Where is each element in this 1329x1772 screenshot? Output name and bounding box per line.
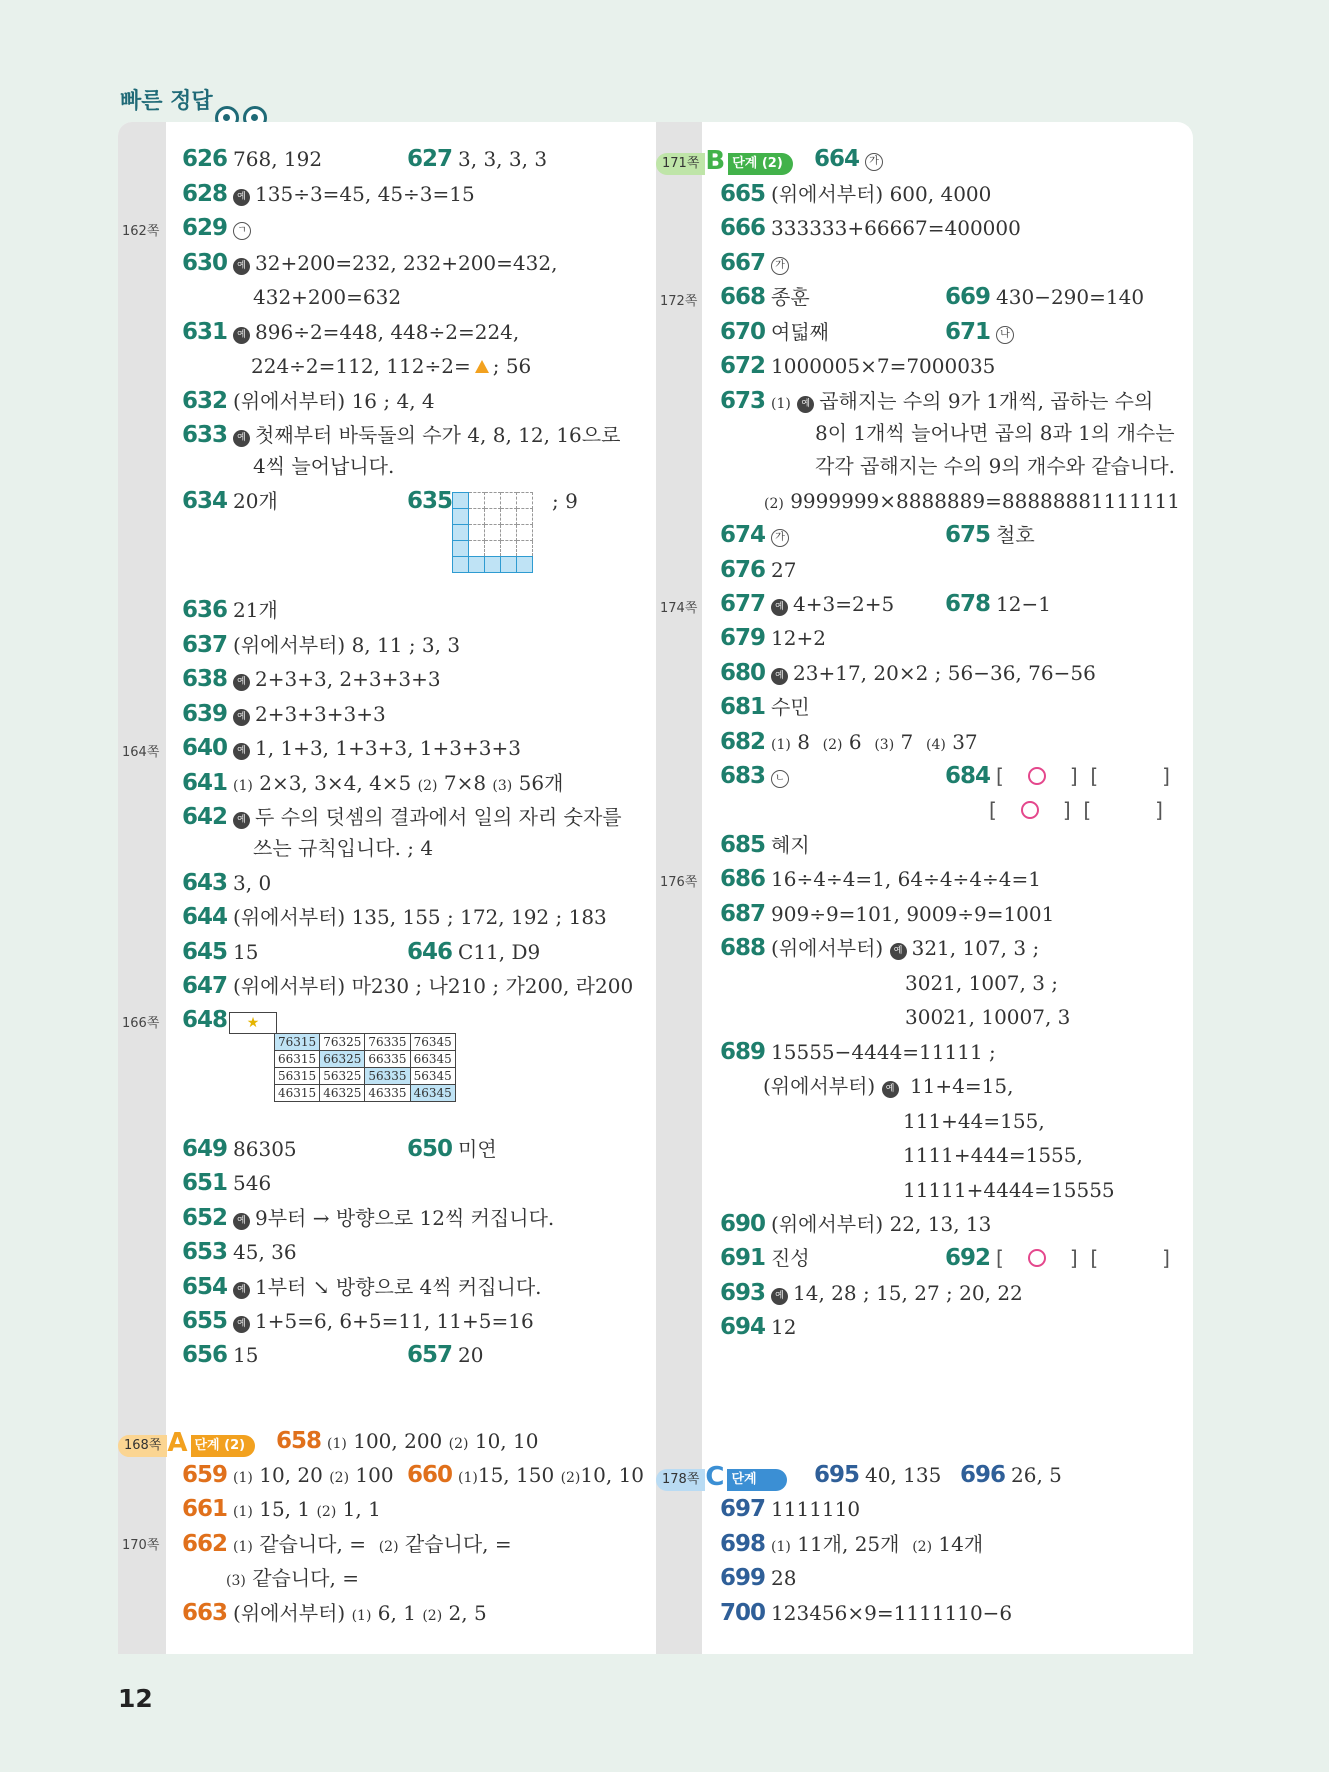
answer-673-cont1: 8이 1개씩 늘어나면 곱의 8과 1의 개수는 [815, 421, 1175, 445]
answer-690: 690 (위에서부터) 22, 13, 13 [720, 1211, 992, 1237]
example-icon: 예 [233, 189, 250, 206]
answer-647: 647 (위에서부터) 마230 ; 나210 ; 가200, 라200 [182, 973, 634, 999]
stage-c-badge: 178쪽 C 단계 [656, 1462, 787, 1486]
answer-673-part2: (2) 9999999×8888889=88888881111111 [764, 489, 1181, 513]
circled-letter: 가 [771, 257, 789, 275]
circle-mark-icon [1028, 1249, 1046, 1267]
answer-643: 643 3, 0 [182, 870, 272, 896]
answer-688: 688 (위에서부터) 예 321, 107, 3 ; [720, 935, 1040, 961]
answer-662: 662 (1) 같습니다, = (2) 같습니다, = [182, 1531, 512, 1557]
example-icon: 예 [771, 599, 788, 616]
answer-688-cont1: 3021, 1007, 3 ; [905, 971, 1059, 995]
answer-677: 677 예 4+3=2+5 [720, 591, 895, 617]
table-cell: 76325 [320, 1034, 365, 1051]
answer-640: 640 예 1, 1+3, 1+3+3, 1+3+3+3 [182, 735, 521, 761]
example-icon: 예 [233, 258, 250, 275]
answer-642: 642 예 두 수의 덧셈의 결과에서 일의 자리 숫자를 [182, 804, 622, 830]
answer-649: 649 86305 [182, 1136, 297, 1162]
answer-656: 656 15 [182, 1342, 259, 1368]
answer-698: 698 (1) 11개, 25개 (2) 14개 [720, 1531, 984, 1557]
page-label: 174쪽 [660, 601, 698, 616]
page-number: 12 [118, 1684, 153, 1713]
answer-637: 637 (위에서부터) 8, 11 ; 3, 3 [182, 632, 461, 658]
answer-635-grid [452, 492, 533, 573]
answer-634: 634 20개 [182, 488, 278, 514]
table-cell: 76345 [410, 1034, 455, 1051]
answer-668: 668 종훈 [720, 284, 810, 310]
circled-letter: ㄱ [233, 222, 251, 240]
answer-626: 626 768, 192 [182, 146, 323, 172]
example-icon: 예 [771, 668, 788, 685]
answer-648-table [274, 1033, 456, 1102]
table-cell: 56325 [320, 1068, 365, 1085]
answer-689-cont0: (위에서부터) 예 11+4=15, [763, 1074, 1014, 1098]
example-icon: 예 [771, 1288, 788, 1305]
answer-654: 654 예 1부터 ↘ 방향으로 4씩 커집니다. [182, 1274, 542, 1300]
answer-684-row2: [ ] [ ] [989, 798, 1163, 822]
triangle-icon [475, 360, 489, 373]
answer-667: 667 가 [720, 250, 793, 276]
table-cell: 56315 [275, 1068, 320, 1085]
page-label: 164쪽 [122, 745, 160, 760]
table-cell: 66315 [275, 1051, 320, 1068]
answer-679: 679 12+2 [720, 625, 826, 651]
circle-mark-icon [1021, 801, 1039, 819]
example-icon: 예 [233, 743, 250, 760]
answer-653: 653 45, 36 [182, 1239, 297, 1265]
answer-673-cont2: 각각 곱해지는 수의 9의 개수와 같습니다. [815, 454, 1175, 478]
circle-mark-icon [1028, 767, 1046, 785]
answer-689-cont4: 11111+4444=15555 [903, 1178, 1115, 1202]
answer-659: 659 (1) 10, 20 (2) 100 [182, 1462, 394, 1488]
answer-632: 632 (위에서부터) 16 ; 4, 4 [182, 388, 435, 414]
circled-letter: 가 [771, 529, 789, 547]
table-cell: 66325 [320, 1051, 365, 1068]
answer-631: 631 예 896÷2=448, 448÷2=224, [182, 319, 520, 345]
answer-674: 674 가 [720, 522, 793, 548]
table-cell: 46315 [275, 1085, 320, 1102]
answer-685: 685 혜지 [720, 832, 810, 858]
answer-670: 670 여덟째 [720, 319, 829, 345]
answer-681: 681 수민 [720, 694, 810, 720]
page-label: 166쪽 [122, 1016, 160, 1031]
table-row [275, 1068, 456, 1085]
answer-664: 664 가 [814, 146, 887, 172]
answer-652: 652 예 9부터 → 방향으로 12씩 커집니다. [182, 1205, 555, 1231]
answer-628: 628 예 135÷3=45, 45÷3=15 [182, 181, 475, 207]
answer-633: 633 예 첫째부터 바둑돌의 수가 4, 8, 12, 16으로 [182, 422, 621, 448]
answer-642-cont: 쓰는 규칙입니다. ; 4 [253, 836, 434, 860]
answer-696: 696 26, 5 [960, 1462, 1062, 1488]
table-row [275, 1051, 456, 1068]
answer-699: 699 28 [720, 1565, 797, 1591]
star-icon: ★ [229, 1012, 277, 1034]
answer-697: 697 1111110 [720, 1496, 861, 1522]
answer-692: 692 [ ] [ ] [945, 1245, 1170, 1271]
answer-650: 650 미연 [407, 1136, 497, 1162]
table-cell: 66345 [410, 1051, 455, 1068]
table-cell: 76315 [275, 1034, 320, 1051]
answer-684: 684 [ ] [ ] [945, 763, 1170, 789]
example-icon: 예 [233, 327, 250, 344]
answer-663: 663 (위에서부터) (1) 6, 1 (2) 2, 5 [182, 1600, 487, 1626]
table-cell: 46325 [320, 1085, 365, 1102]
page-label: 170쪽 [122, 1538, 160, 1553]
answer-644: 644 (위에서부터) 135, 155 ; 172, 192 ; 183 [182, 904, 607, 930]
table-cell: 76335 [365, 1034, 410, 1051]
answer-686: 686 16÷4÷4=1, 64÷4÷4÷4=1 [720, 866, 1042, 892]
answer-639: 639 예 2+3+3+3+3 [182, 701, 386, 727]
answer-635-text: ; 9 [552, 489, 578, 513]
answer-648: 648 [182, 1007, 228, 1033]
answer-630-cont: 432+200=632 [253, 285, 402, 309]
answer-660: 660 (1)15, 150 (2)10, 10 [407, 1462, 645, 1488]
example-icon: 예 [797, 396, 814, 413]
answer-662-cont: (3) 같습니다, = [226, 1566, 359, 1590]
table-cell: 46345 [410, 1085, 455, 1102]
table-row [275, 1034, 456, 1051]
page-label: 176쪽 [660, 875, 698, 890]
circled-letter: ㄴ [771, 770, 789, 788]
answer-669: 669 430−290=140 [945, 284, 1145, 310]
page-label: 162쪽 [122, 224, 160, 239]
table-cell: 56345 [410, 1068, 455, 1085]
table-cell: 56335 [365, 1068, 410, 1085]
answer-666: 666 333333+66667=400000 [720, 215, 1021, 241]
answer-631-cont: 224÷2=112, 112÷2= ; 56 [251, 354, 532, 378]
answer-694: 694 12 [720, 1314, 797, 1340]
answer-673: 673 (1) 예 곱해지는 수의 9가 1개씩, 곱하는 수의 [720, 388, 1154, 414]
answer-691: 691 진성 [720, 1245, 810, 1271]
table-cell: 66335 [365, 1051, 410, 1068]
answer-627: 627 3, 3, 3, 3 [407, 146, 548, 172]
answer-693: 693 예 14, 28 ; 15, 27 ; 20, 22 [720, 1280, 1023, 1306]
page-header-title: 빠른 정답 [120, 89, 213, 114]
example-icon: 예 [882, 1081, 899, 1098]
circled-letter: 나 [996, 326, 1014, 344]
answer-675: 675 철호 [945, 522, 1035, 548]
example-icon: 예 [233, 1316, 250, 1333]
answer-641: 641 (1) 2×3, 3×4, 4×5 (2) 7×8 (3) 56개 [182, 770, 564, 796]
answer-689-cont2: 111+44=155, [903, 1109, 1045, 1133]
example-icon: 예 [233, 1282, 250, 1299]
answer-645: 645 15 [182, 939, 259, 965]
answer-638: 638 예 2+3+3, 2+3+3+3 [182, 666, 441, 692]
answer-688-cont2: 30021, 10007, 3 [905, 1005, 1071, 1029]
answer-629: 629 ㄱ [182, 215, 255, 241]
answer-700: 700 123456×9=1111110−6 [720, 1600, 1013, 1626]
answer-678: 678 12−1 [945, 591, 1051, 617]
answer-658: 658 (1) 100, 200 (2) 10, 10 [276, 1428, 539, 1454]
example-icon: 예 [233, 812, 250, 829]
answer-671: 671 나 [945, 319, 1018, 345]
answer-646: 646 C11, D9 [407, 939, 541, 965]
answer-636: 636 21개 [182, 597, 278, 623]
answer-635: 635 [407, 488, 453, 514]
answer-680: 680 예 23+17, 20×2 ; 56−36, 76−56 [720, 660, 1096, 686]
example-icon: 예 [233, 709, 250, 726]
left-page-gutter [118, 122, 166, 1654]
page-label: 172쪽 [660, 294, 698, 309]
answer-689: 689 15555−4444=11111 ; [720, 1039, 996, 1065]
circled-letter: 가 [865, 153, 883, 171]
answer-695: 695 40, 135 [814, 1462, 942, 1488]
answer-651: 651 546 [182, 1170, 272, 1196]
answer-630: 630 예 32+200=232, 232+200=432, [182, 250, 558, 276]
answer-683: 683 ㄴ [720, 763, 793, 789]
stage-b-badge: 171쪽 B 단계 (2) [656, 146, 793, 170]
answer-682: 682 (1) 8 (2) 6 (3) 7 (4) 37 [720, 729, 978, 755]
stage-a-badge: 168쪽 A 단계 (2) [118, 1428, 255, 1452]
answer-687: 687 909÷9=101, 9009÷9=1001 [720, 901, 1055, 927]
example-icon: 예 [890, 943, 907, 960]
answer-672: 672 1000005×7=7000035 [720, 353, 996, 379]
table-row [275, 1085, 456, 1102]
answer-676: 676 27 [720, 557, 797, 583]
answer-633-cont: 4씩 늘어납니다. [253, 454, 395, 478]
answer-655: 655 예 1+5=6, 6+5=11, 11+5=16 [182, 1308, 534, 1334]
answer-689-cont3: 1111+444=1555, [903, 1143, 1083, 1167]
example-icon: 예 [233, 1213, 250, 1230]
table-cell: 46335 [365, 1085, 410, 1102]
answer-665: 665 (위에서부터) 600, 4000 [720, 181, 992, 207]
answer-657: 657 20 [407, 1342, 484, 1368]
answer-661: 661 (1) 15, 1 (2) 1, 1 [182, 1496, 381, 1522]
example-icon: 예 [233, 430, 250, 447]
example-icon: 예 [233, 674, 250, 691]
